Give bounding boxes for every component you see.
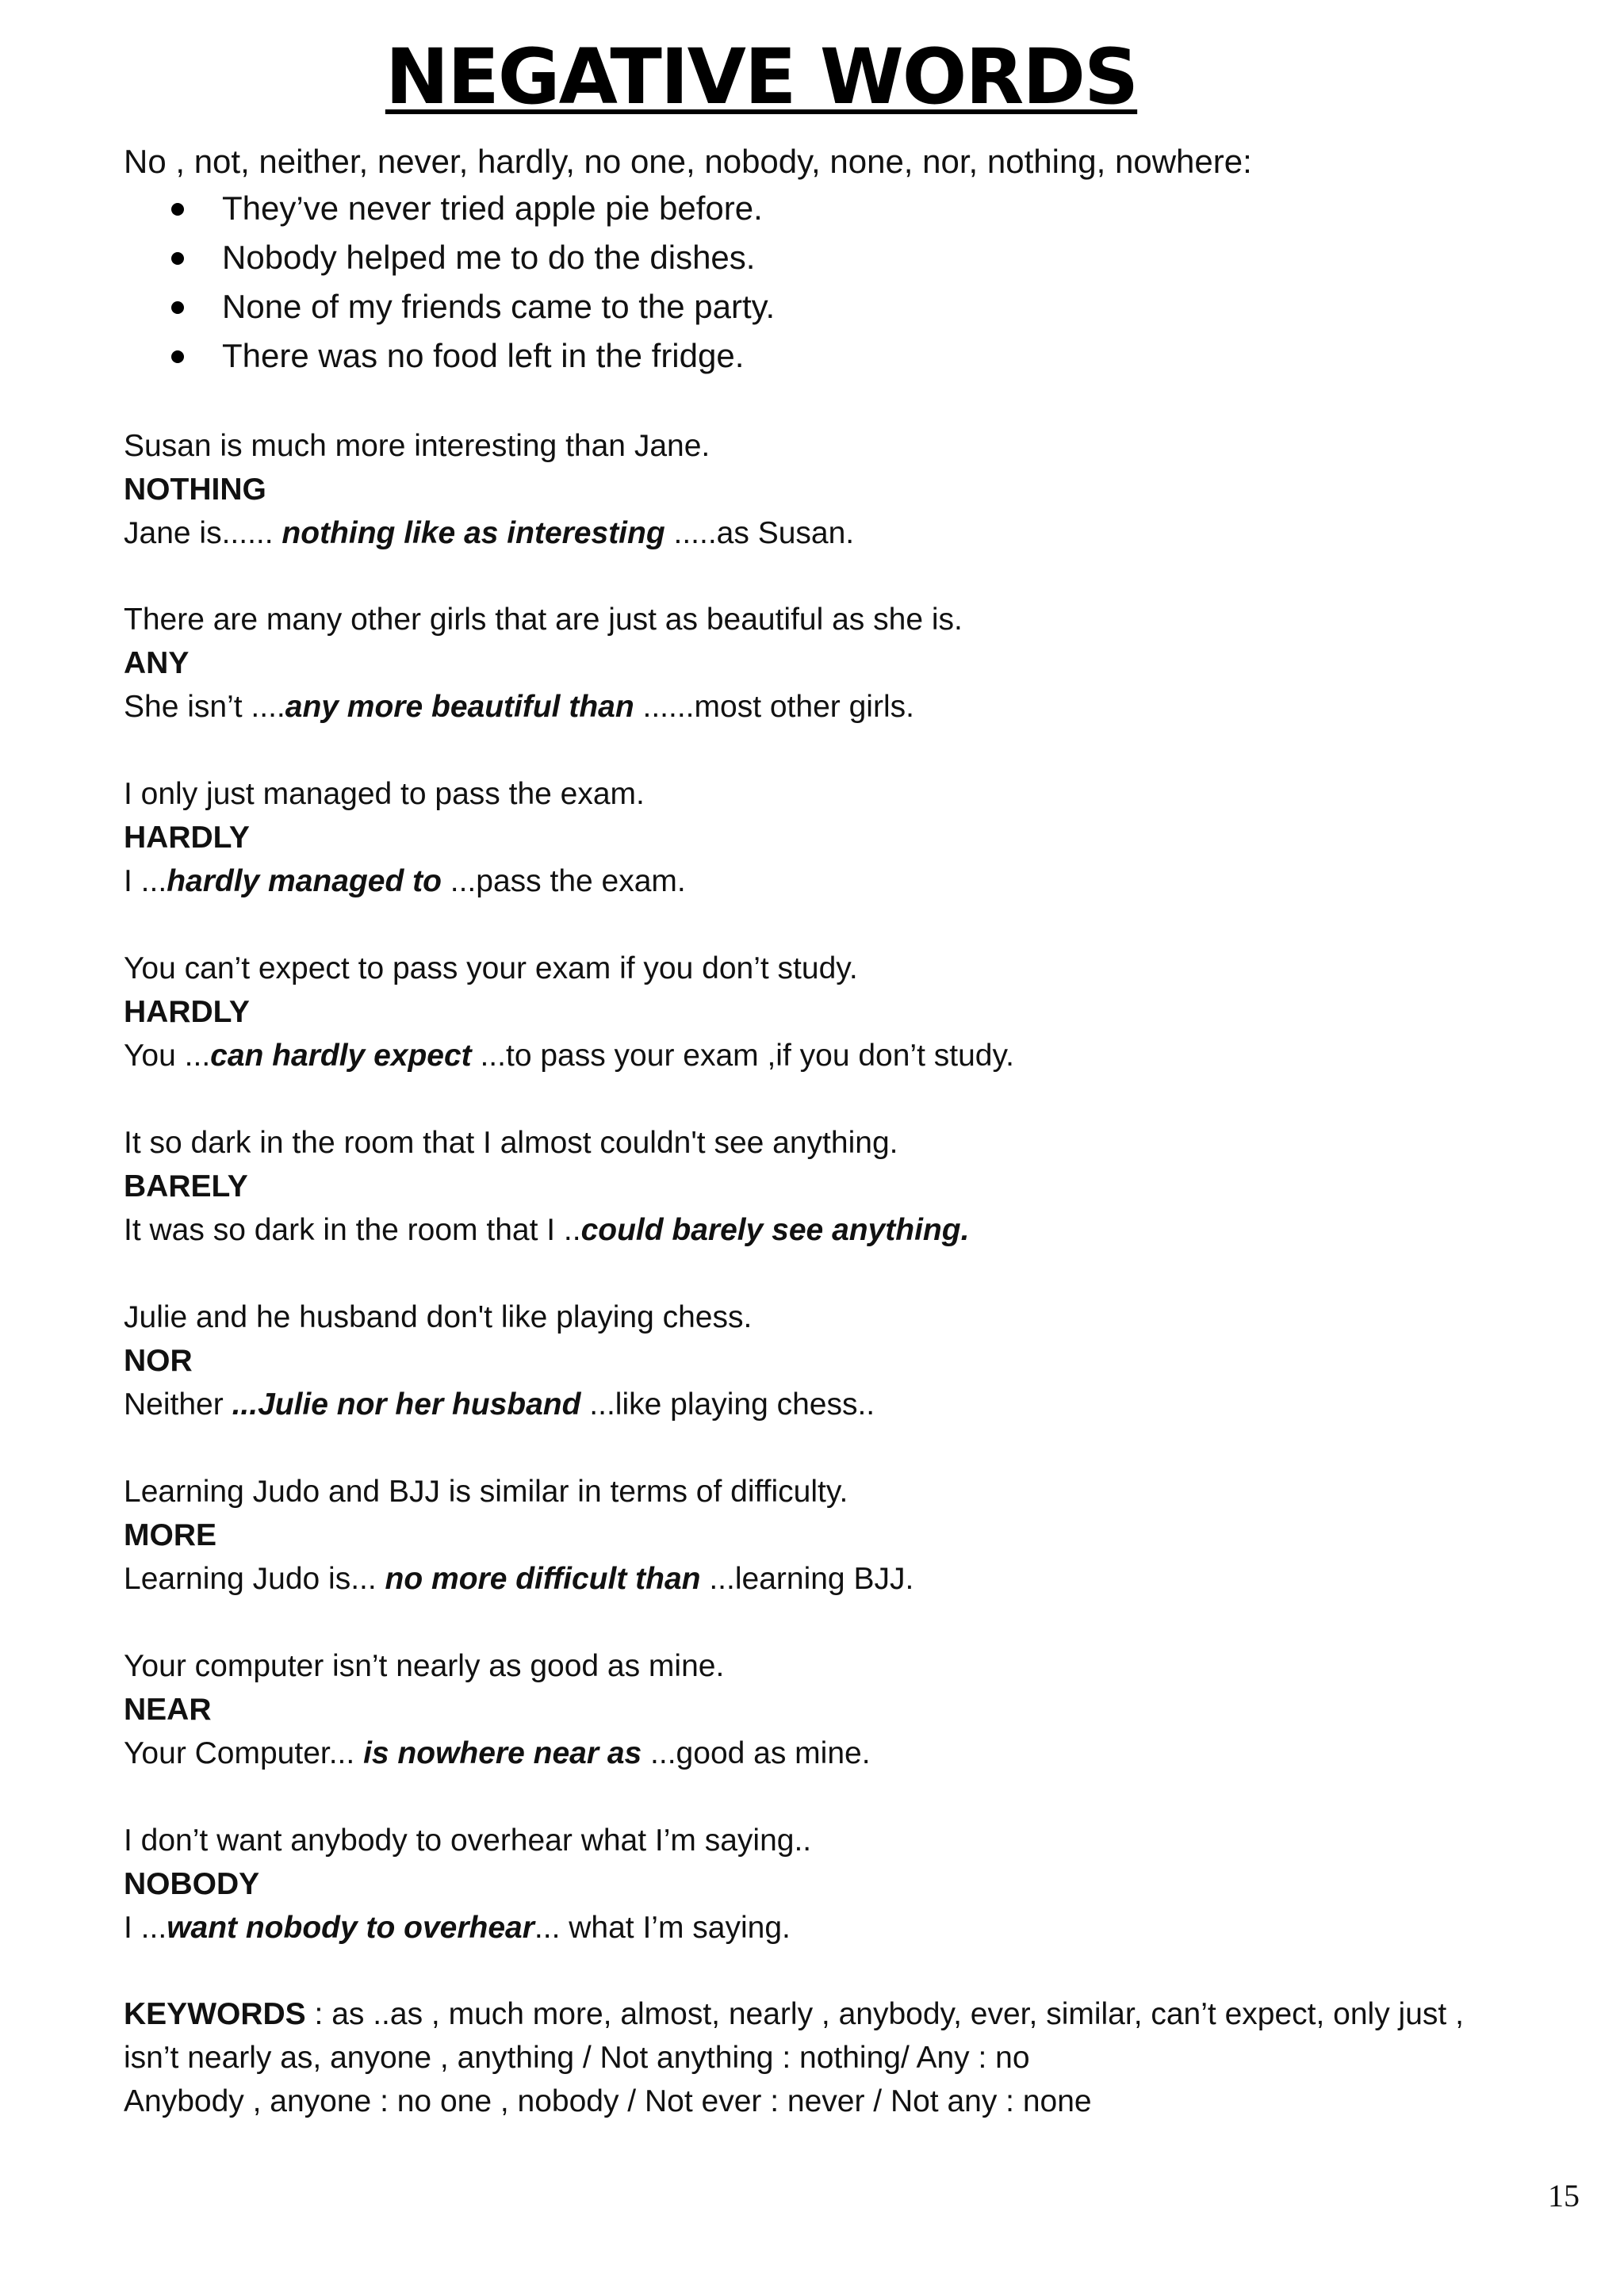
rewrite-prefix: I ... (124, 1911, 167, 1945)
original-sentence: I only just managed to pass the exam. (124, 777, 645, 811)
rewritten-sentence (124, 1383, 875, 1426)
keyword-label: HARDLY (124, 821, 250, 855)
rewrite-prefix: You ... (124, 1039, 211, 1073)
list-item (171, 184, 775, 233)
rewritten-sentence (124, 1906, 811, 1950)
exercise-block (124, 424, 854, 555)
rewrite-suffix: ...pass the exam. (441, 864, 686, 898)
answer-phrase: is nowhere near as (363, 1736, 642, 1770)
bullet-icon (171, 203, 184, 216)
rewrite-prefix: Neither (124, 1387, 232, 1422)
bullet-icon (171, 350, 184, 363)
keywords-section (124, 1992, 1551, 2123)
exercise-block (124, 1819, 811, 1950)
rewrite-suffix: ...good as mine. (642, 1736, 871, 1770)
answer-phrase: want nobody to overhear (167, 1911, 534, 1945)
rewritten-sentence (124, 1557, 914, 1601)
exercise-block (124, 1295, 875, 1426)
keyword-label: MORE (124, 1518, 216, 1552)
rewrite-prefix: She isn’t .... (124, 690, 285, 724)
original-sentence: There are many other girls that are just as beautiful as she is. (124, 603, 963, 637)
rewritten-sentence (124, 511, 854, 555)
keywords-line-2: isn’t nearly as, anyone , anything / Not anything : nothing/ Any : no (124, 2041, 1030, 2075)
original-sentence: Learning Judo and BJJ is similar in terms of difficulty. (124, 1475, 848, 1509)
example-text: None of my friends came to the party. (222, 288, 776, 325)
page-number: 15 (1548, 2178, 1580, 2214)
answer-phrase: nothing like as interesting (282, 516, 665, 550)
keyword-label: BARELY (124, 1169, 248, 1203)
keyword-label: NOTHING (124, 473, 266, 507)
original-sentence: Susan is much more interesting than Jane. (124, 429, 710, 463)
answer-phrase: any more beautiful than (285, 690, 634, 724)
exercise-block (124, 1644, 871, 1775)
rewritten-sentence (124, 859, 686, 903)
example-text: Nobody helped me to do the dishes. (222, 239, 756, 276)
example-list (171, 184, 775, 381)
rewritten-sentence (124, 1208, 969, 1252)
keyword-label: ANY (124, 646, 190, 680)
exercise-block (124, 1121, 969, 1252)
rewrite-suffix: ...learning BJJ. (700, 1562, 914, 1596)
exercise-block (124, 772, 686, 903)
original-sentence: You can’t expect to pass your exam if you don’t study. (124, 951, 858, 985)
bullet-icon (171, 252, 184, 265)
keyword-label: NOR (124, 1344, 193, 1378)
keyword-label: HARDLY (124, 995, 250, 1029)
original-sentence: I don’t want anybody to overhear what I’m saying.. (124, 1823, 812, 1858)
original-sentence: Your computer isn’t nearly as good as mine. (124, 1649, 725, 1683)
exercise-block (124, 1470, 914, 1601)
list-item (171, 233, 775, 282)
rewrite-suffix: ... what I’m saying. (534, 1911, 791, 1945)
rewrite-suffix: .....as Susan. (665, 516, 855, 550)
keywords-text: : as ..as , much more, almost, nearly , anybody, ever, similar, can’t expect, only just , (305, 1997, 1464, 2031)
keyword-label: NEAR (124, 1693, 212, 1727)
answer-phrase: no more difficult than (385, 1562, 701, 1596)
negative-words-list: No , not, neither, never, hardly, no one, nobody, none, nor, nothing, nowhere: (124, 143, 1252, 180)
exercise-block (124, 598, 963, 729)
rewrite-suffix: ......most other girls. (634, 690, 914, 724)
answer-phrase: can hardly expect (210, 1039, 472, 1073)
keywords-line-1 (124, 1992, 1551, 2036)
list-item (171, 282, 775, 331)
answer-phrase: ...Julie nor her husband (232, 1387, 581, 1422)
keywords-label: KEYWORDS (124, 1997, 306, 2031)
example-text: They’ve never tried apple pie before. (222, 189, 763, 227)
rewritten-sentence (124, 685, 963, 729)
rewrite-suffix: ...like playing chess.. (580, 1387, 875, 1422)
list-item (171, 331, 775, 381)
rewritten-sentence (124, 1034, 1014, 1077)
rewrite-prefix: Learning Judo is... (124, 1562, 385, 1596)
rewrite-prefix: It was so dark in the room that I .. (124, 1213, 581, 1247)
answer-phrase: could barely see anything. (580, 1213, 970, 1247)
rewritten-sentence (124, 1732, 871, 1775)
original-sentence: It so dark in the room that I almost couldn't see anything. (124, 1126, 898, 1160)
exercise-block (124, 947, 1014, 1077)
page-title: NEGATIVE WORDS (385, 33, 1138, 121)
example-text: There was no food left in the fridge. (222, 337, 745, 374)
rewrite-prefix: I ... (124, 864, 167, 898)
keyword-label: NOBODY (124, 1867, 260, 1901)
rewrite-prefix: Your Computer... (124, 1736, 364, 1770)
original-sentence: Julie and he husband don't like playing chess. (124, 1300, 753, 1334)
bullet-icon (171, 301, 184, 314)
rewrite-prefix: Jane is...... (124, 516, 282, 550)
answer-phrase: hardly managed to (167, 864, 442, 898)
rewrite-suffix: ...to pass your exam ,if you don’t study. (471, 1039, 1014, 1073)
keywords-line-3: Anybody , anyone : no one , nobody / Not ever : never / Not any : none (124, 2084, 1092, 2118)
